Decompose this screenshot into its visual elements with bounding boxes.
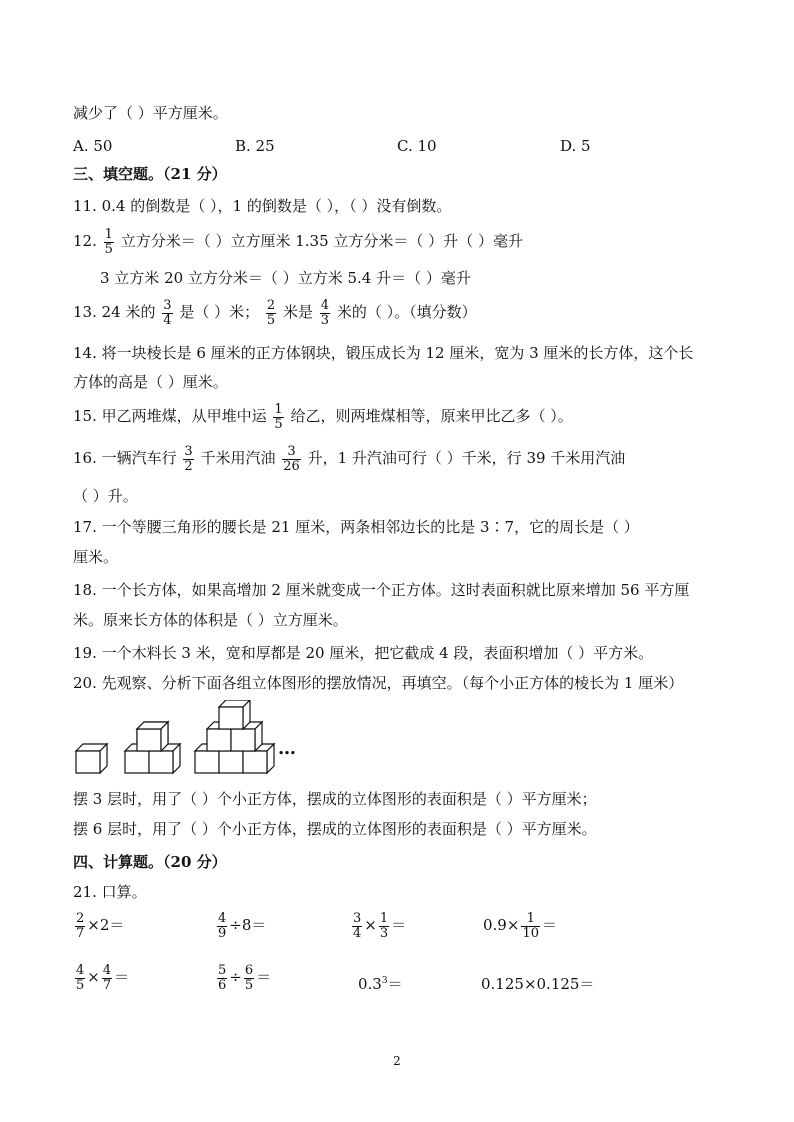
q10-option-b: B. 25 <box>235 137 275 155</box>
page-number: 2 <box>393 1054 401 1068</box>
question-18-line1: 18. 一个长方体，如果高增加 2 厘米就变成一个正方体。这时表面积就比原来增加 56 平方厘 <box>73 581 690 599</box>
calc-item-7: $0.3^3=$ <box>358 975 403 993</box>
q12-number: 12. <box>73 232 97 251</box>
question-17-line1: 17. 一个等腰三角形的腰长是 21 厘米，两条相邻边长的比是 3∶7，它的周长是（ ） <box>73 518 639 536</box>
q12-line1-text: 立方分米＝（ ）立方厘米 1.35 立方分米＝（ ）升（ ）毫升 <box>120 232 523 251</box>
question-14-line2: 方体的高是（ ）厘米。 <box>73 373 228 391</box>
q13-part-d: 米的（ ）。（填分数） <box>336 303 477 322</box>
fraction-one-fifth-q15: $\frac{1}{5}$ <box>274 402 283 432</box>
stack-1-layer <box>76 744 107 773</box>
question-20-answer-b: 摆 6 层时，用了（ ）个小正方体，摆成的立体图形的表面积是（ ）平方厘米。 <box>73 820 597 838</box>
question-17-line2: 厘米。 <box>73 548 119 566</box>
question-20: 20. 先观察、分析下面各组立体图形的摆放情况，再填空。（每个小正方体的棱长为 1 厘米） <box>73 674 684 692</box>
ellipsis: … <box>278 738 296 759</box>
fraction-four-thirds: $\frac{4}{3}$ <box>320 298 330 328</box>
cube-stacks-figure <box>70 700 300 780</box>
q13-part-b: 是（ ）米； <box>179 303 260 322</box>
question-15 <box>73 403 573 431</box>
section-3-heading: 三、填空题。（21 分） <box>73 165 227 183</box>
q10-option-d: D. 5 <box>560 137 591 155</box>
q16-part-c: 升，1 升汽油可行（ ）千米，行 39 千米用汽油 <box>307 449 626 468</box>
q16-part-b: 千米用汽油 <box>200 449 276 468</box>
fraction-three-quarters: $\frac{3}{4}$ <box>163 298 172 328</box>
calc-item-2: $\frac{4}{9}$ ÷8＝ <box>218 911 267 941</box>
calc-item-3: $\frac{3}{4}$ × $\frac{1}{3}$ ＝ <box>353 911 407 941</box>
question-12-line1 <box>73 228 523 256</box>
fraction-three-26: $\frac{3}{26}$ <box>283 444 300 474</box>
question-11: 11. 0.4 的倒数是（ ），1 的倒数是（ ），（ ）没有倒数。 <box>73 197 452 215</box>
q15-part-b: 给乙，则两堆煤相等，原来甲比乙多（ ）。 <box>290 407 573 426</box>
calc-item-1: $\frac{2}{7}$ ×2＝ <box>76 911 125 941</box>
calc-item-6: $\frac{5}{6}$ ÷ $\frac{6}{5}$ ＝ <box>218 963 272 993</box>
question-21: 21. 口算。 <box>73 883 147 901</box>
question-19: 19. 一个木料长 3 米，宽和厚都是 20 厘米，把它截成 4 段，表面积增加（ ）平方米。 <box>73 644 654 662</box>
question-14-line1: 14. 将一块棱长是 6 厘米的正方体钢块，锻压成长为 12 厘米，宽为 3 厘米的长方体，这个长 <box>73 344 694 362</box>
question-13 <box>73 299 477 327</box>
fraction-three-halves: $\frac{3}{2}$ <box>184 444 193 474</box>
q15-part-a: 15. 甲乙两堆煤，从甲堆中运 <box>73 407 267 426</box>
stack-2-layers <box>125 722 180 773</box>
q10-option-a: A. 50 <box>73 137 113 155</box>
question-16-line2: （ ）升。 <box>73 487 138 505</box>
section-4-heading: 四、计算题。（20 分） <box>73 853 227 871</box>
calc-item-8: 0.125×0.125＝ <box>481 975 595 993</box>
calc-item-5: $\frac{4}{5}$ × $\frac{4}{7}$ ＝ <box>76 963 130 993</box>
q13-part-c: 米是 <box>282 303 313 322</box>
question-18-line2: 米。原来长方体的体积是（ ）立方厘米。 <box>73 611 348 629</box>
question-20-answer-a: 摆 3 层时，用了（ ）个小正方体，摆成的立体图形的表面积是（ ）平方厘米； <box>73 790 597 808</box>
q13-part-a: 13. 24 米的 <box>73 303 156 322</box>
calc-item-4: 0.9× $\frac{1}{10}$ ＝ <box>483 911 557 941</box>
stack-3-layers <box>195 700 274 773</box>
fraction-two-fifths: $\frac{2}{5}$ <box>266 298 276 328</box>
question-16-line1 <box>73 445 625 473</box>
q10-tail: 减少了（ ）平方厘米。 <box>73 104 228 122</box>
fraction-one-fifth: $\frac{1}{5}$ <box>104 227 113 257</box>
q10-option-c: C. 10 <box>397 137 437 155</box>
question-12-line2: 3 立方米 20 立方分米＝（ ）立方米 5.4 升＝（ ）毫升 <box>100 269 471 287</box>
q16-part-a: 16. 一辆汽车行 <box>73 449 177 468</box>
